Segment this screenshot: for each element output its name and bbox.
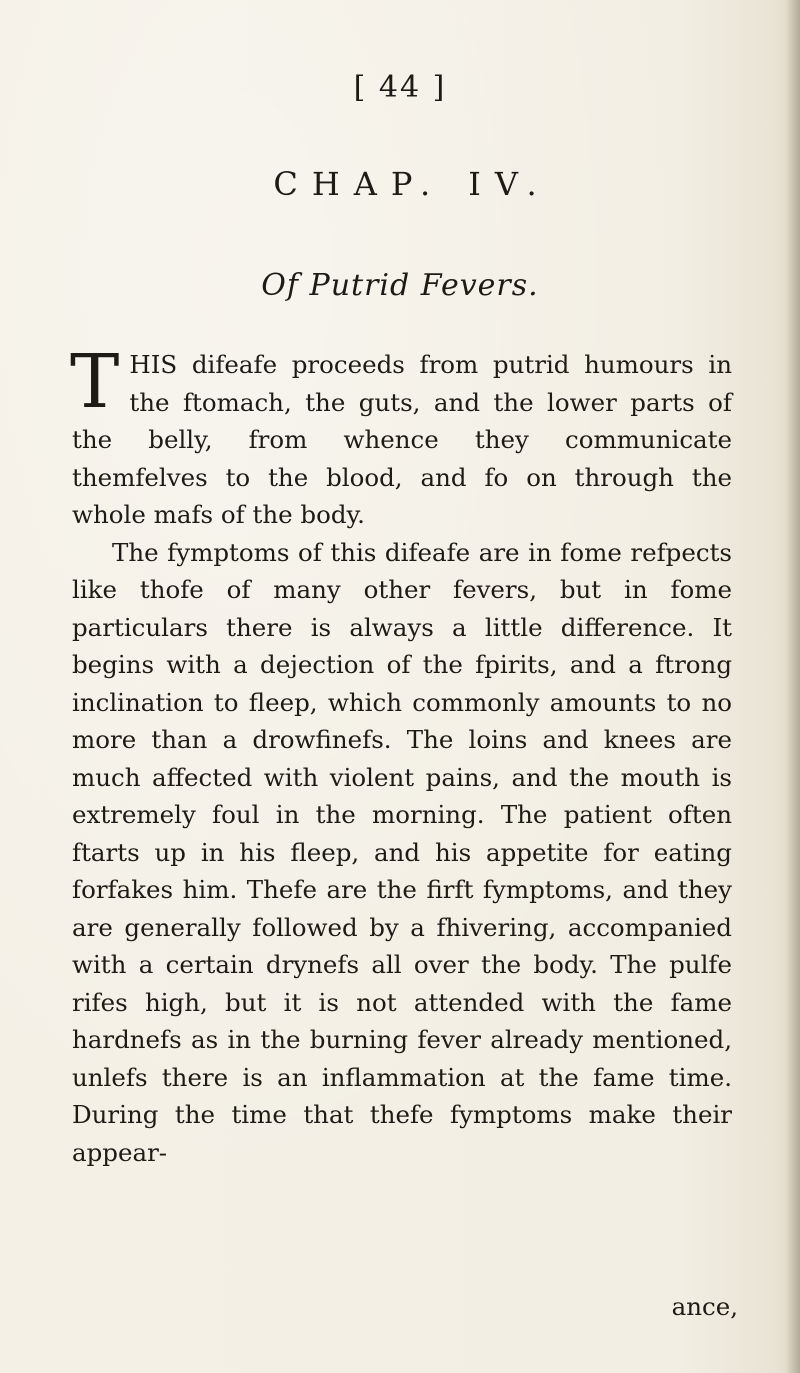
paragraph-2 — [72, 534, 732, 1172]
drop-cap: T — [70, 339, 120, 425]
page-number-header: [ 44 ] — [353, 70, 447, 105]
body-text — [70, 339, 732, 1171]
paragraph-1-text: HIS difeafe proceeds from putrid humours in the ftomach, the guts, and the lower parts of the belly, from whence they communicate themfelves to the blood, and fo on through the whole mafs of the body. — [72, 350, 732, 529]
chapter-subtitle: Of Putrid Fevers. — [261, 268, 539, 303]
chapter-heading: CHAP. IV. — [273, 165, 551, 203]
paragraph-1 — [70, 339, 732, 534]
paragraph-2-text: The fymptoms of this difeafe are in fome refpects like thofe of many other fevers, but in fome particulars there is always a little difference. It begins with a dejection of the fpirits, and a ftrong inclination to fleep, which commonly amounts to no more than a drowfinefs. The loins and knees are much affected with violent pains, and the mouth is extremely foul in the morning. The patient often ftarts up in his fleep, and his appetite for eating forfakes him. Thefe are the firft fymptoms, and they are generally followed by a fhivering, accompanied with a certain drynefs all over the body. The pulfe rifes high, but it is not attended with the fame hardnefs as in the burning fever already mentioned, unlefs there is an inflammation at the fame time. During the time that thefe fymptoms make their appear- — [72, 537, 732, 1167]
page-edge-shadow — [786, 0, 800, 1373]
catchword: ance, — [671, 1292, 738, 1321]
